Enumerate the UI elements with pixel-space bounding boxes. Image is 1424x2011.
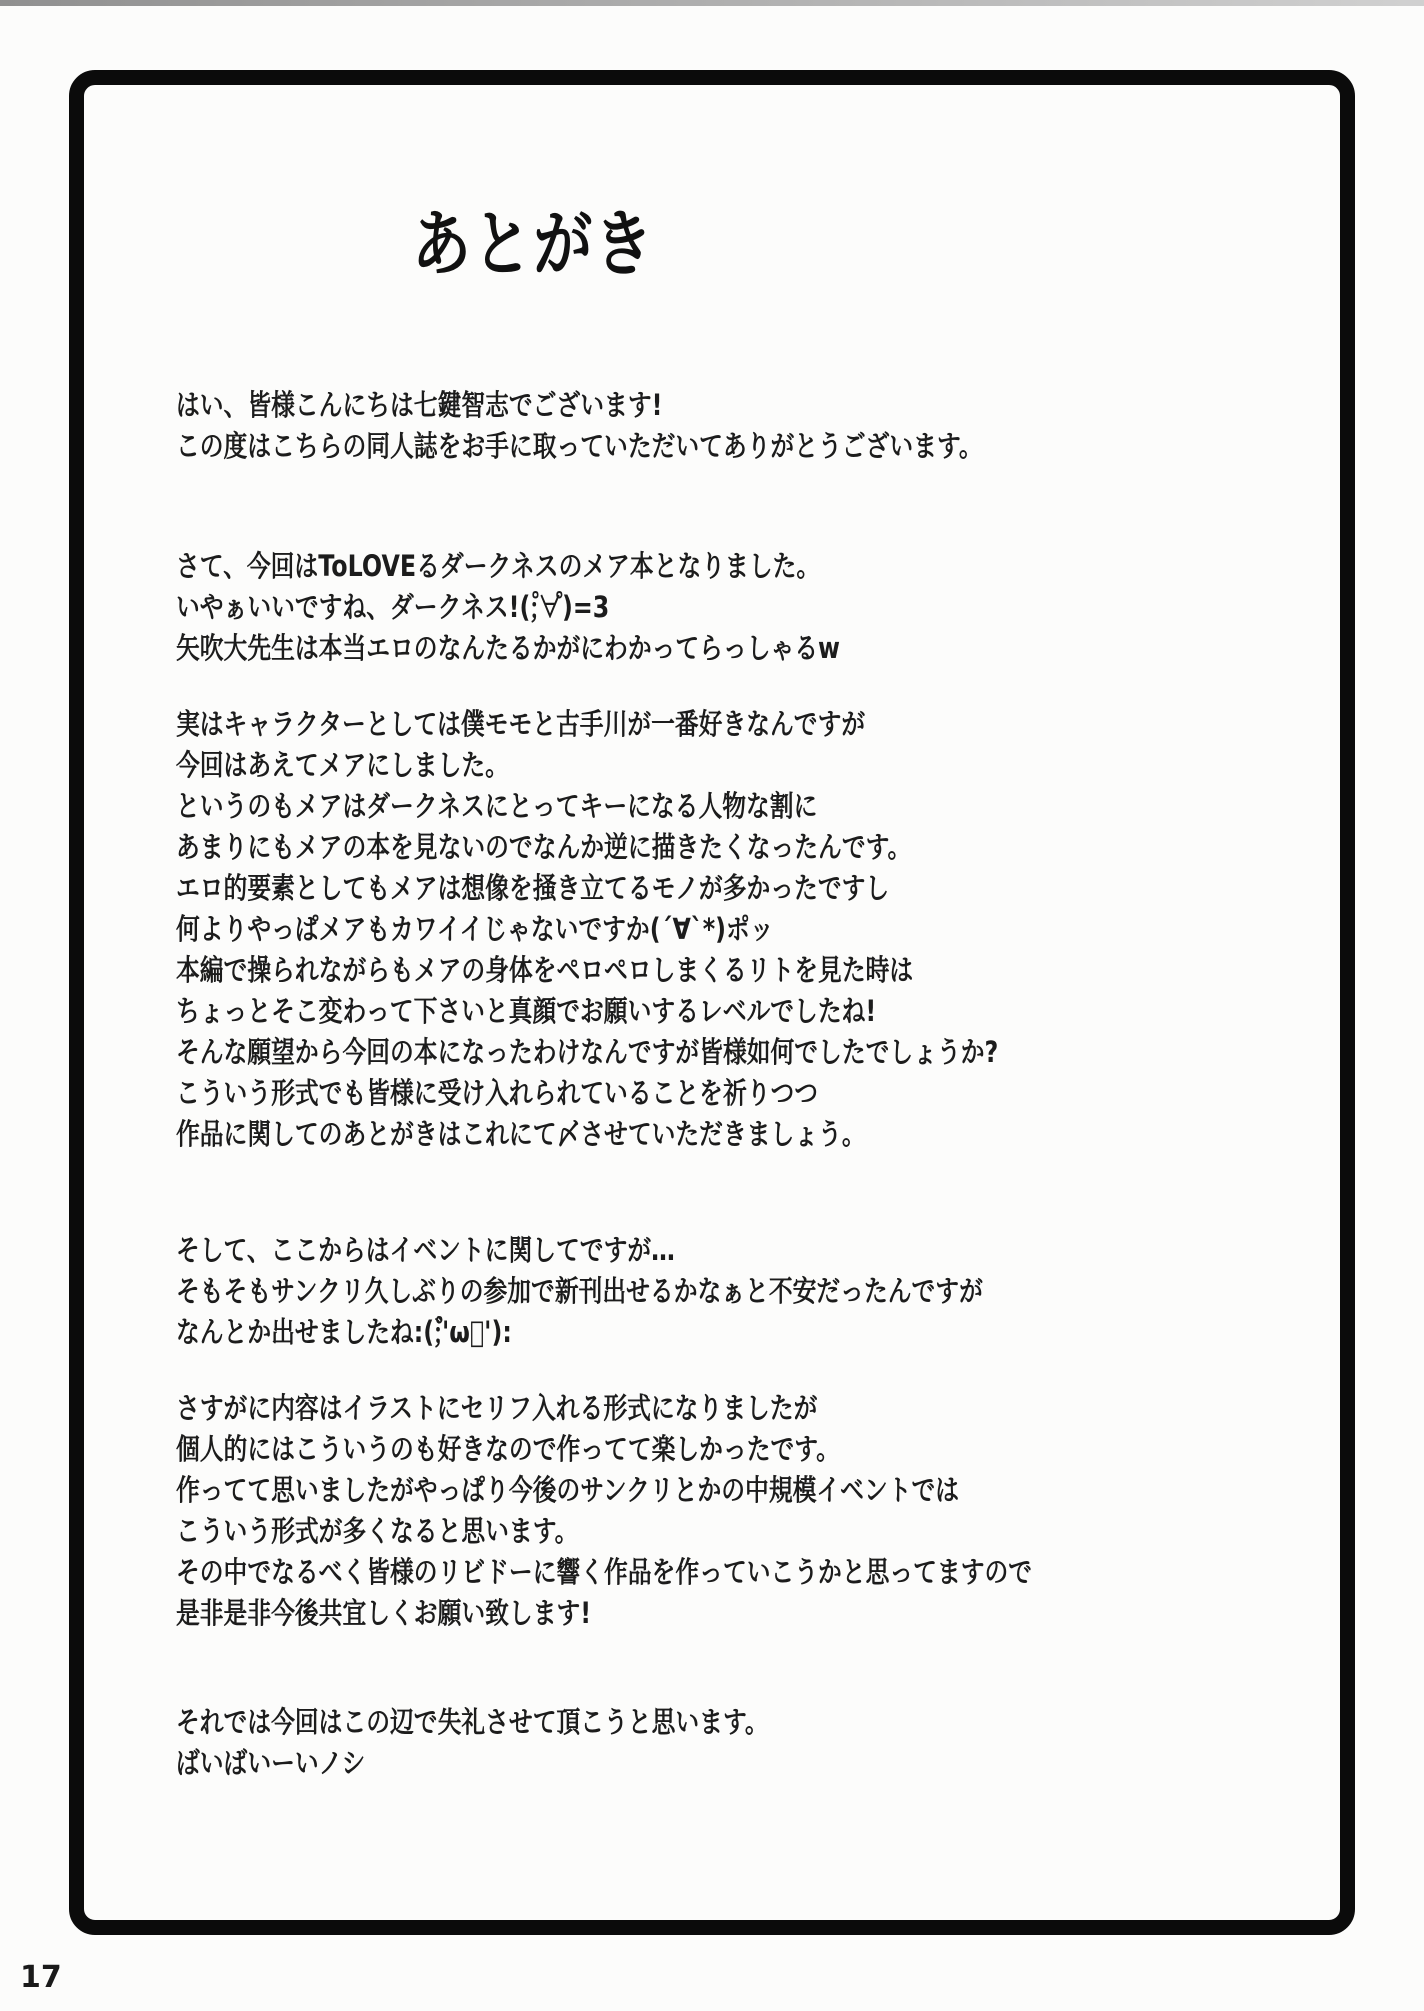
text-line: ちょっとそこ変わって下さいと真顔でお願いするレベルでしたね! [176,994,877,1028]
text-line: 作品に関してのあとがきはこれにて〆させていただきましょう。 [176,1117,866,1151]
text-line: 個人的にはこういうのも好きなので作ってて楽しかったです。 [176,1432,840,1466]
text-line: この度はこちらの同人誌をお手に取っていただいてありがとうございます。 [176,429,983,463]
text-line: それでは今回はこの辺で失礼させて頂こうと思います。 [176,1705,769,1739]
text-line: さすがに内容はイラストにセリフ入れる形式になりましたが [176,1391,818,1425]
text-line: というのもメアはダークネスにとってキーになる人物な割に [176,789,818,823]
text-line: 実はキャラクターとしては僕モモと古手川が一番好きなんですが [176,707,866,741]
text-line: エロ的要素としてもメアは想像を掻き立てるモノが多かったですし [176,871,890,905]
page-number: 17 [20,1960,62,1995]
text-line: そもそもサンクリ久しぶりの参加で新刊出せるかなぁと不安だったんですが [176,1274,983,1308]
text-line: 本編で操られながらもメアの身体をペロペロしまくるリトを見た時は [176,953,914,987]
text-line: なんとか出せましたね:(;゙゚'ω゚'): [176,1315,512,1349]
text-line: 今回はあえてメアにしました。 [176,748,509,782]
paragraph-2 [176,546,840,669]
text-line: ばいばいーいノシ [176,1746,366,1780]
paragraph-5 [176,1388,1032,1634]
paragraph-3 [176,704,998,1155]
text-line: そして、ここからはイベントに関してですが… [176,1233,675,1267]
text-line: 何よりやっぱメアもカワイイじゃないですか(´∀`*)ポッ [176,912,774,946]
page-title: あとがき [412,201,655,286]
paragraph-4 [176,1230,983,1353]
text-line: 作ってて思いましたがやっぱり今後のサンクリとかの中規模イベントでは [176,1473,960,1507]
text-line: その中でなるべく皆様のリビドーに響く作品を作っていこうかと思ってますので [176,1555,1033,1589]
text-line: 矢吹大先生は本当エロのなんたるかがにわかってらっしゃるw [176,631,841,665]
text-line: こういう形式でも皆様に受け入れられていることを祈りつつ [176,1076,819,1110]
paragraph-6 [176,1702,769,1784]
paragraph-1 [176,385,983,467]
text-line: 是非是非今後共宜しくお願い致します! [176,1596,592,1630]
text-line: いやぁいいですね、ダークネス!(;゚∀゚)=3 [176,590,610,624]
text-line: あまりにもメアの本を見ないのでなんか逆に描きたくなったんです。 [176,830,912,864]
text-line: さて、今回はToLOVEるダークネスのメア本となりました。 [176,549,821,583]
text-line: こういう形式が多くなると思います。 [176,1514,579,1548]
text-line: はい、皆様こんにちは七鍵智志でございます! [176,388,663,422]
text-line: そんな願望から今回の本になったわけなんですが皆様如何でしたでしょうか? [176,1035,999,1069]
